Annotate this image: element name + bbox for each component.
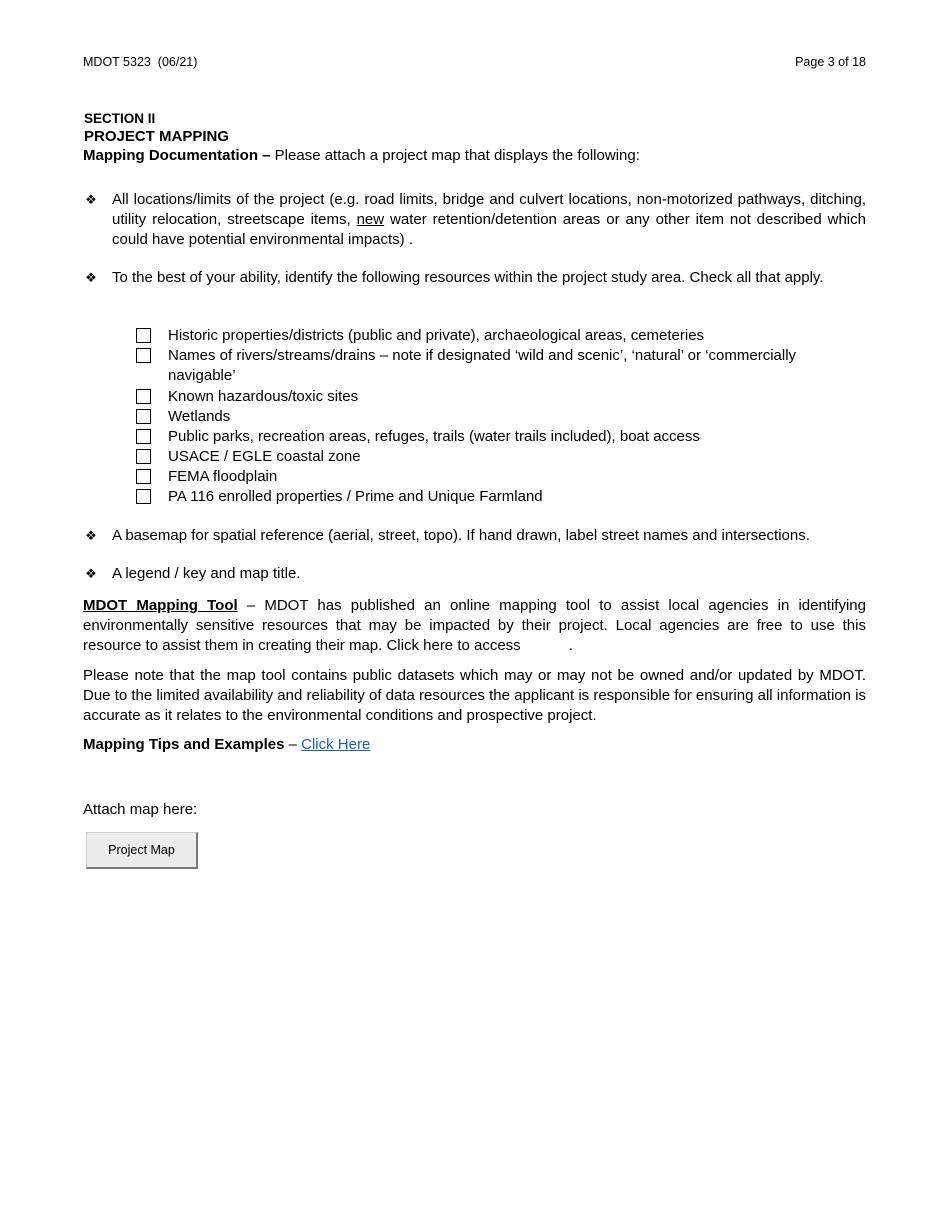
project-map-button[interactable]: Project Map [86, 832, 198, 869]
resource-item-farmland[interactable] [136, 487, 836, 507]
resource-item-rivers[interactable] [136, 346, 836, 386]
bullet-text: A legend / key and map title. [112, 565, 301, 582]
resource-label: Names of rivers/streams/drains – note if designated ‘wild and scenic’, ‘natural’ or ‘commercially navigable’ [168, 347, 797, 384]
resource-label: FEMA floodplain [168, 468, 278, 485]
resource-item-wetlands[interactable] [136, 407, 836, 427]
mapping-documentation-intro [83, 147, 640, 164]
resource-item-hazardous[interactable] [136, 387, 836, 407]
mapping-tips-link[interactable]: Click Here [301, 736, 371, 753]
underlined-new: new [356, 211, 385, 228]
checkbox[interactable] [136, 429, 151, 444]
bullet-project-limits [84, 190, 866, 250]
resource-label: USACE / EGLE coastal zone [168, 448, 361, 465]
checkbox[interactable] [136, 489, 151, 504]
resource-label: Public parks, recreation areas, refuges, trails (water trails included), boat access [168, 428, 700, 445]
form-number: MDOT 5323 (06/21) [83, 55, 198, 69]
bullet-icon: ❖ [85, 566, 97, 581]
bullet-text: All locations/limits of the project (e.g. road limits, bridge and culvert locations, non-motorized pathways, ditching, utility relocation, streetscape items, new water retention/detention areas or any other item not described which could have potential environmental impacts) . [112, 191, 866, 248]
attach-map-label: Attach map here: [83, 801, 198, 818]
page-number: Page 3 of 18 [795, 55, 866, 69]
mapping-tips-label: Mapping Tips and Examples [83, 736, 285, 753]
bullet-text: A basemap for spatial reference (aerial, street, topo). If hand drawn, label street names and intersections. [112, 527, 810, 544]
resource-item-parks[interactable] [136, 427, 836, 447]
checkbox[interactable] [136, 328, 151, 343]
resource-label: PA 116 enrolled properties / Prime and Unique Farmland [168, 488, 543, 505]
resource-label: Known hazardous/toxic sites [168, 388, 359, 405]
bullet-resources [84, 268, 866, 288]
checkbox[interactable] [136, 348, 151, 363]
mapping-documentation-text: Please attach a project map that displays the following: [270, 147, 640, 164]
bullet-text: To the best of your ability, identify the following resources within the project study area. Check all that apply. [112, 269, 824, 286]
resource-label: Wetlands [168, 408, 231, 425]
mapping-tool-text: – MDOT has published an online mapping tool to assist local agencies in identifying environmentally sensitive resources that may be impacted by their project. Local agencies are free to use this resource to assist them in creating their map. Click here to access [83, 597, 866, 654]
bullet-basemap [84, 526, 866, 546]
section-label: SECTION II [84, 111, 156, 126]
checkbox[interactable] [136, 449, 151, 464]
checkbox[interactable] [136, 389, 151, 404]
mapping-documentation-label: Mapping Documentation – [83, 147, 271, 164]
resource-item-historic[interactable] [136, 326, 836, 346]
bullet-legend [84, 564, 866, 584]
mapping-tool-label: MDOT Mapping Tool [83, 597, 238, 614]
resource-item-coastal[interactable] [136, 447, 836, 467]
bullet-icon: ❖ [85, 270, 97, 285]
resource-label: Historic properties/districts (public and private), archaeological areas, cemeteries [168, 327, 705, 344]
checkbox[interactable] [136, 469, 151, 484]
mapping-tool-paragraph: MDOT Mapping Tool – MDOT has published an online mapping tool to assist local agencies in identifying environmentally sensitive resources that may be impacted by their project. Local agencies are free to use this resource to assist them in creating their map. Click here to access . [83, 597, 866, 654]
bullet-icon: ❖ [85, 192, 97, 207]
checkbox[interactable] [136, 409, 151, 424]
data-disclaimer-paragraph: Please note that the map tool contains public datasets which may or may not be owned and/or updated by MDOT. Due to the limited availability and reliability of data resources the applicant is responsible for ensuring all information is accurate as it relates to the environmental conditions and prospective project. [83, 667, 866, 724]
resource-item-floodplain[interactable] [136, 467, 836, 487]
bullet-icon: ❖ [85, 528, 97, 543]
mapping-tips-line: Mapping Tips and Examples – Click Here [83, 736, 371, 753]
section-title: PROJECT MAPPING [84, 128, 230, 145]
